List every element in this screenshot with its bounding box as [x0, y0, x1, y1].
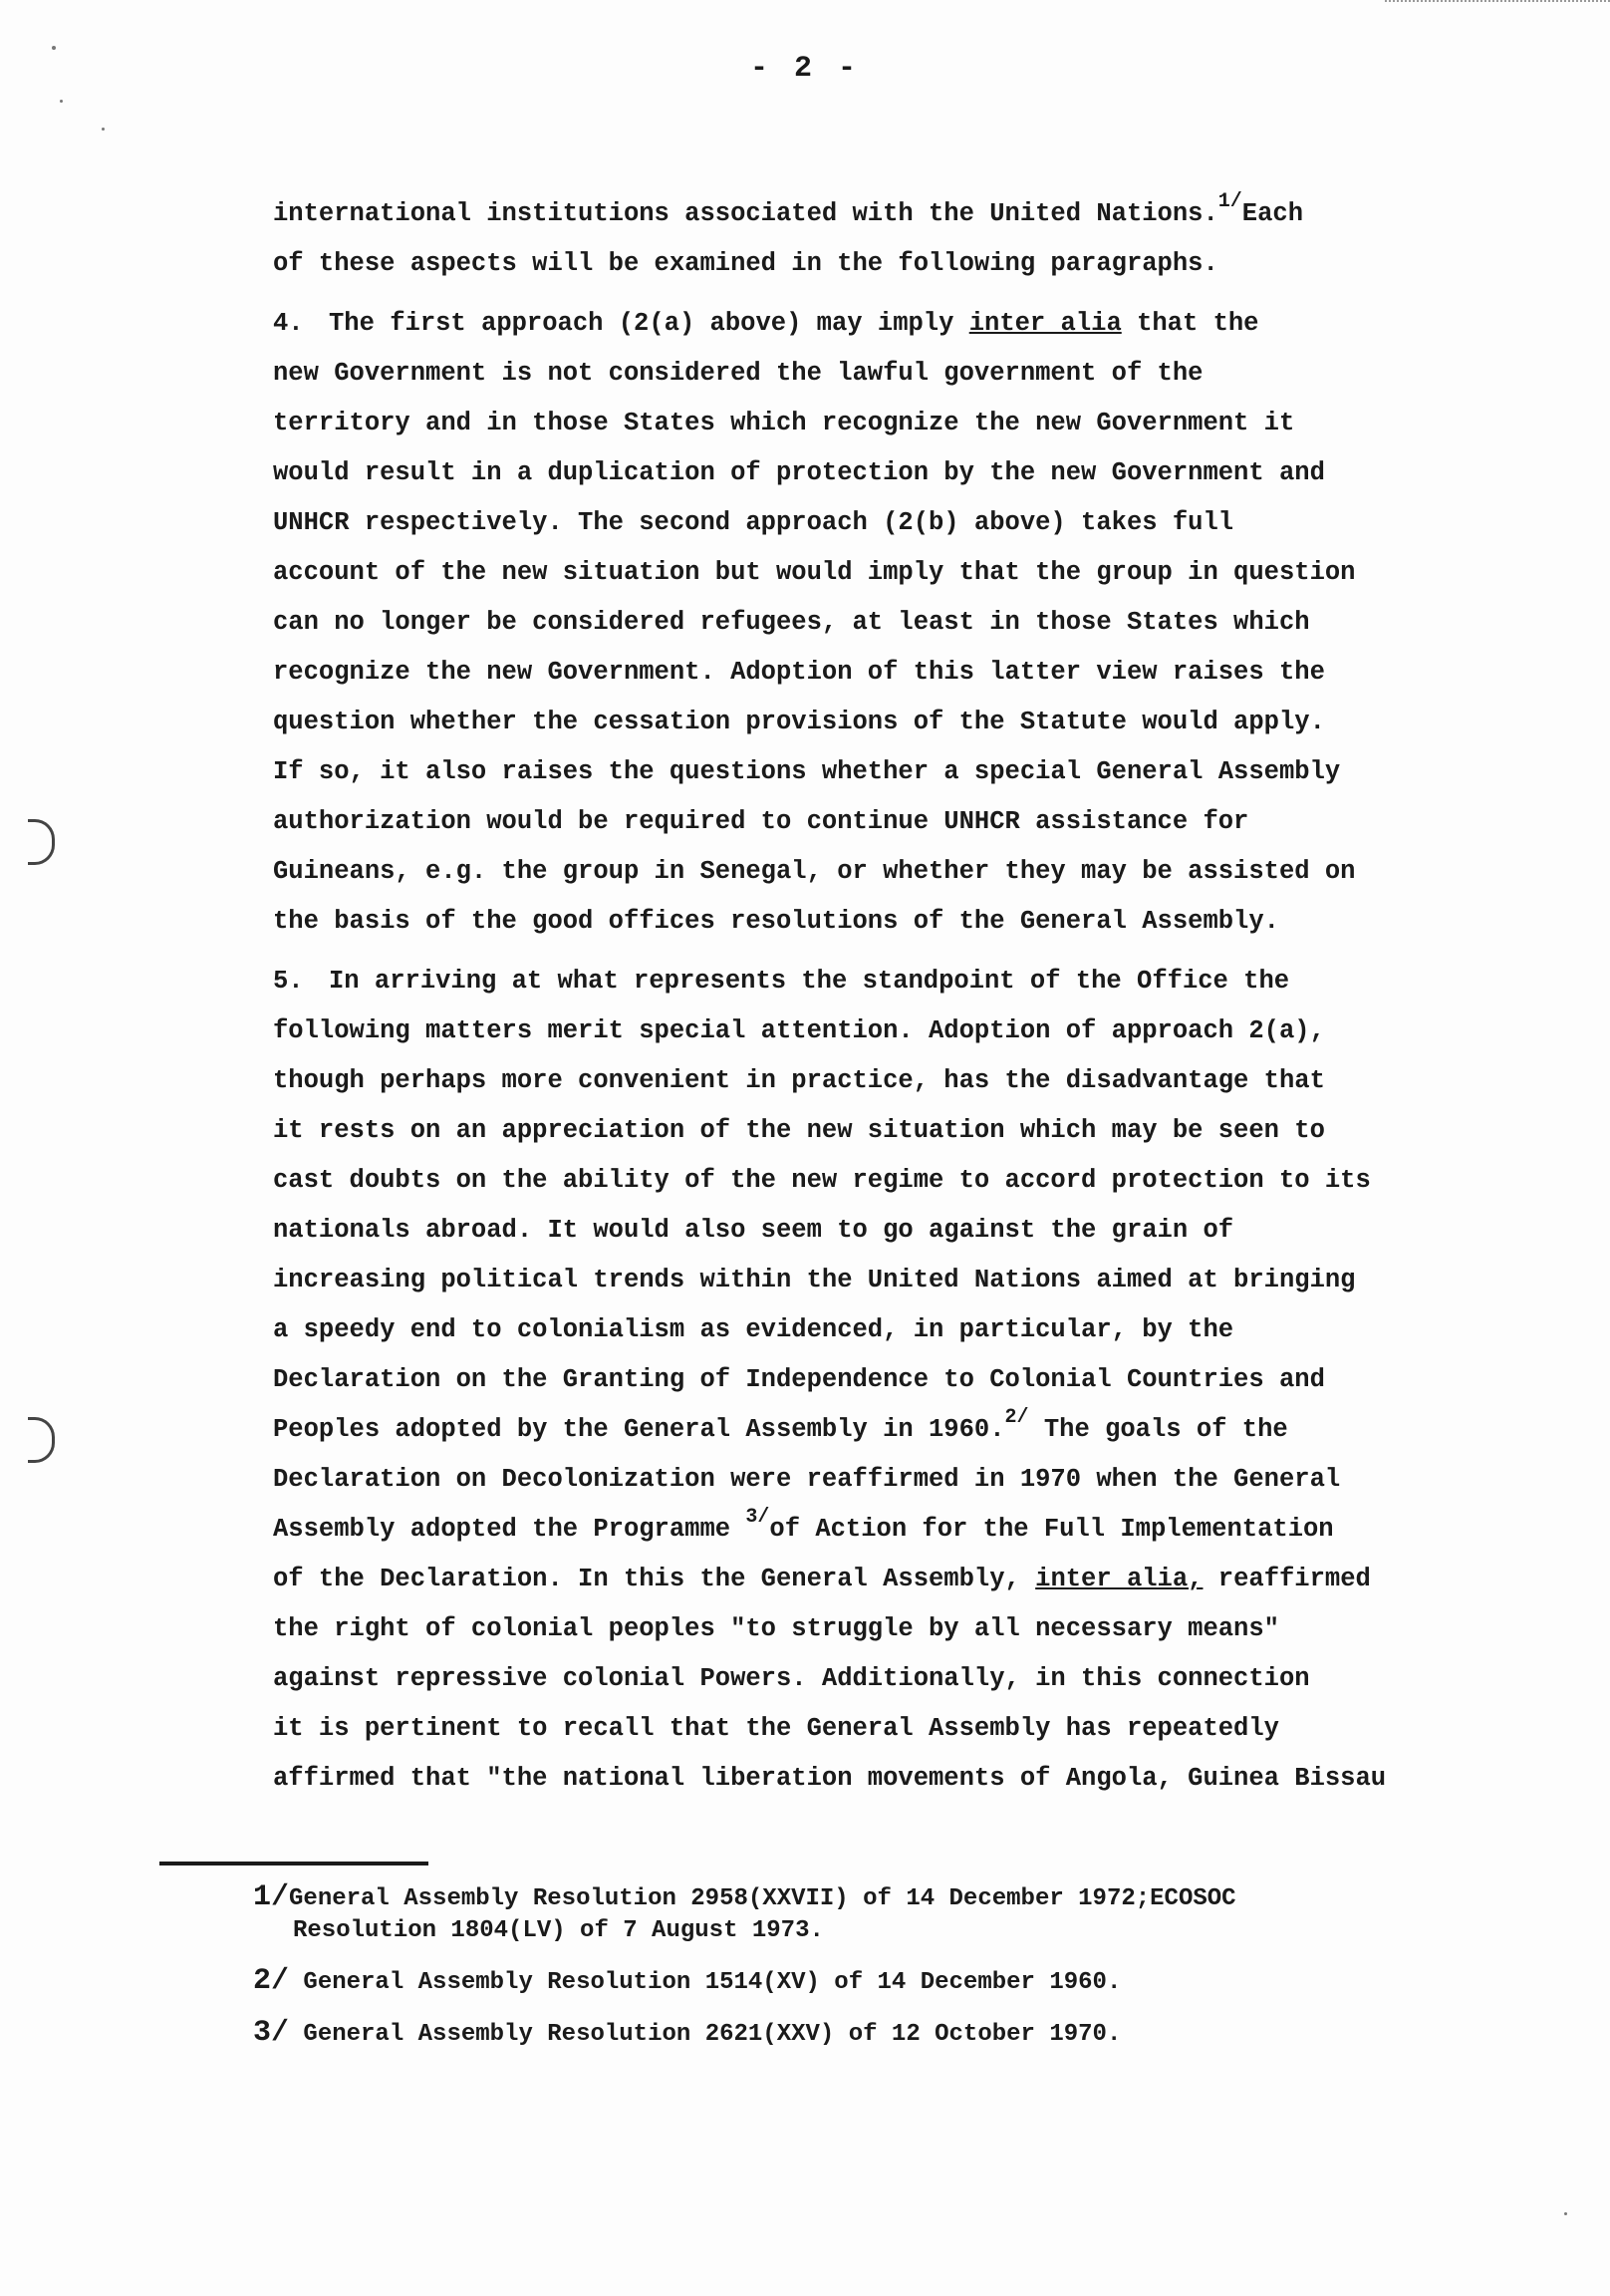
text-span: General Assembly Resolution 2958(XXVII) of 14 December 1972;ECOSOC — [289, 1885, 1236, 1912]
footnote-1 — [253, 1881, 1399, 1947]
text-span: In arriving at what represents the standpoint of the Office the — [329, 967, 1290, 996]
text-span: The first approach (2(a) above) may imply — [329, 309, 954, 338]
text-span: The goals of the — [1043, 1415, 1288, 1444]
text-line: would result in a duplication of protection by the new Government and — [273, 458, 1325, 487]
footnote-separator-rule — [159, 1862, 428, 1866]
text-line: new Government is not considered the lawful government of the — [273, 359, 1204, 388]
text-line — [253, 1881, 1399, 1915]
footnotes — [253, 1881, 1399, 2069]
underlined-phrase: inter alia — [968, 309, 1122, 338]
paragraph-4 — [273, 299, 1459, 947]
footnote-reference-3: 3/ — [745, 1506, 770, 1529]
text-line: territory and in those States which recognize the new Government it — [273, 409, 1295, 437]
text-line: nationals abroad. It would also seem to go against the grain of — [273, 1216, 1234, 1245]
text-line: a speedy end to colonialism as evidenced, in particular, by the — [273, 1315, 1234, 1344]
text-line: Guineans, e.g. the group in Senegal, or whether they may be assisted on — [273, 857, 1356, 886]
paragraph-5 — [273, 957, 1459, 1804]
footnote-2 — [253, 1965, 1399, 1999]
text-line: the right of colonial peoples "to struggle by all necessary means" — [273, 1614, 1279, 1643]
text-line: though perhaps more convenient in practice, has the disadvantage that — [273, 1066, 1325, 1095]
text-span: General Assembly Resolution 1514(XV) of 14 December 1960. — [303, 1969, 1122, 1996]
text-line — [273, 1555, 1459, 1604]
text-line: of these aspects will be examined in the following paragraphs. — [273, 249, 1218, 278]
underlined-phrase: inter alia, — [1035, 1565, 1204, 1593]
scan-speck — [52, 46, 56, 50]
text-span: that the — [1137, 309, 1259, 338]
binder-hole-mark — [28, 1417, 55, 1463]
footnote-3 — [253, 2017, 1399, 2051]
text-line: it is pertinent to recall that the General Assembly has repeatedly — [273, 1714, 1279, 1743]
document-body — [273, 189, 1459, 1814]
binder-hole-mark — [28, 819, 55, 865]
text-line — [273, 957, 1459, 1006]
text-line — [273, 1505, 1459, 1555]
text-line: Declaration on the Granting of Independence to Colonial Countries and — [273, 1365, 1325, 1394]
paragraph-continuation — [273, 189, 1459, 289]
text-line: affirmed that "the national liberation movements of Angola, Guinea Bissau — [273, 1764, 1387, 1793]
text-line: following matters merit special attention. Adoption of approach 2(a), — [273, 1016, 1325, 1045]
text-span: Assembly adopted the Programme — [273, 1515, 731, 1544]
text-line — [273, 189, 1459, 239]
text-line: recognize the new Government. Adoption of this latter view raises the — [273, 658, 1325, 687]
page-number: - 2 - — [749, 52, 860, 86]
footnote-mark: 3/ — [253, 2016, 290, 2050]
text-span: of the Declaration. In this the General Assembly, — [273, 1565, 1020, 1593]
text-line: Resolution 1804(LV) of 7 August 1973. — [293, 1917, 824, 1944]
text-line: Declaration on Decolonization were reaffirmed in 1970 when the General — [273, 1465, 1341, 1494]
paragraph-number: 4. — [273, 309, 304, 338]
text-line — [253, 2017, 1399, 2051]
text-line: authorization would be required to continue UNHCR assistance for — [273, 807, 1249, 836]
text-line: question whether the cessation provisions of the Statute would apply. — [273, 708, 1325, 736]
scan-speck — [102, 128, 105, 131]
text-span: international institutions associated with the United Nations. — [273, 199, 1218, 228]
text-line: account of the new situation but would imply that the group in question — [273, 558, 1356, 587]
text-line — [253, 1965, 1399, 1999]
footnote-mark: 2/ — [253, 1964, 290, 1998]
text-line: increasing political trends within the United Nations aimed at bringing — [273, 1266, 1356, 1294]
text-line: against repressive colonial Powers. Additionally, in this connection — [273, 1664, 1310, 1693]
text-span: General Assembly Resolution 2621(XXV) of 12 October 1970. — [303, 2021, 1122, 2048]
text-line: cast doubts on the ability of the new regime to accord protection to its — [273, 1166, 1371, 1195]
footnote-reference-1: 1/ — [1217, 190, 1242, 213]
text-line — [273, 299, 1459, 349]
paragraph-number: 5. — [273, 967, 304, 996]
text-span: Peoples adopted by the General Assembly in 1960. — [273, 1415, 1005, 1444]
text-line: can no longer be considered refugees, at least in those States which — [273, 608, 1310, 637]
top-edge-ruling — [1385, 0, 1610, 6]
footnote-reference-2: 2/ — [1004, 1406, 1029, 1429]
text-line: it rests on an appreciation of the new situation which may be seen to — [273, 1116, 1325, 1145]
text-span: of Action for the Full Implementation — [769, 1515, 1334, 1544]
scan-speck — [1564, 2212, 1567, 2215]
text-line: the basis of the good offices resolutions of the General Assembly. — [273, 907, 1279, 936]
text-span: Each — [1241, 199, 1303, 228]
text-line — [273, 1405, 1459, 1455]
footnote-mark: 1/ — [253, 1880, 290, 1914]
scan-speck — [60, 100, 63, 103]
text-line: If so, it also raises the questions whether a special General Assembly — [273, 757, 1341, 786]
text-span: reaffirmed — [1217, 1565, 1371, 1593]
text-line: UNHCR respectively. The second approach (2(b) above) takes full — [273, 508, 1234, 537]
